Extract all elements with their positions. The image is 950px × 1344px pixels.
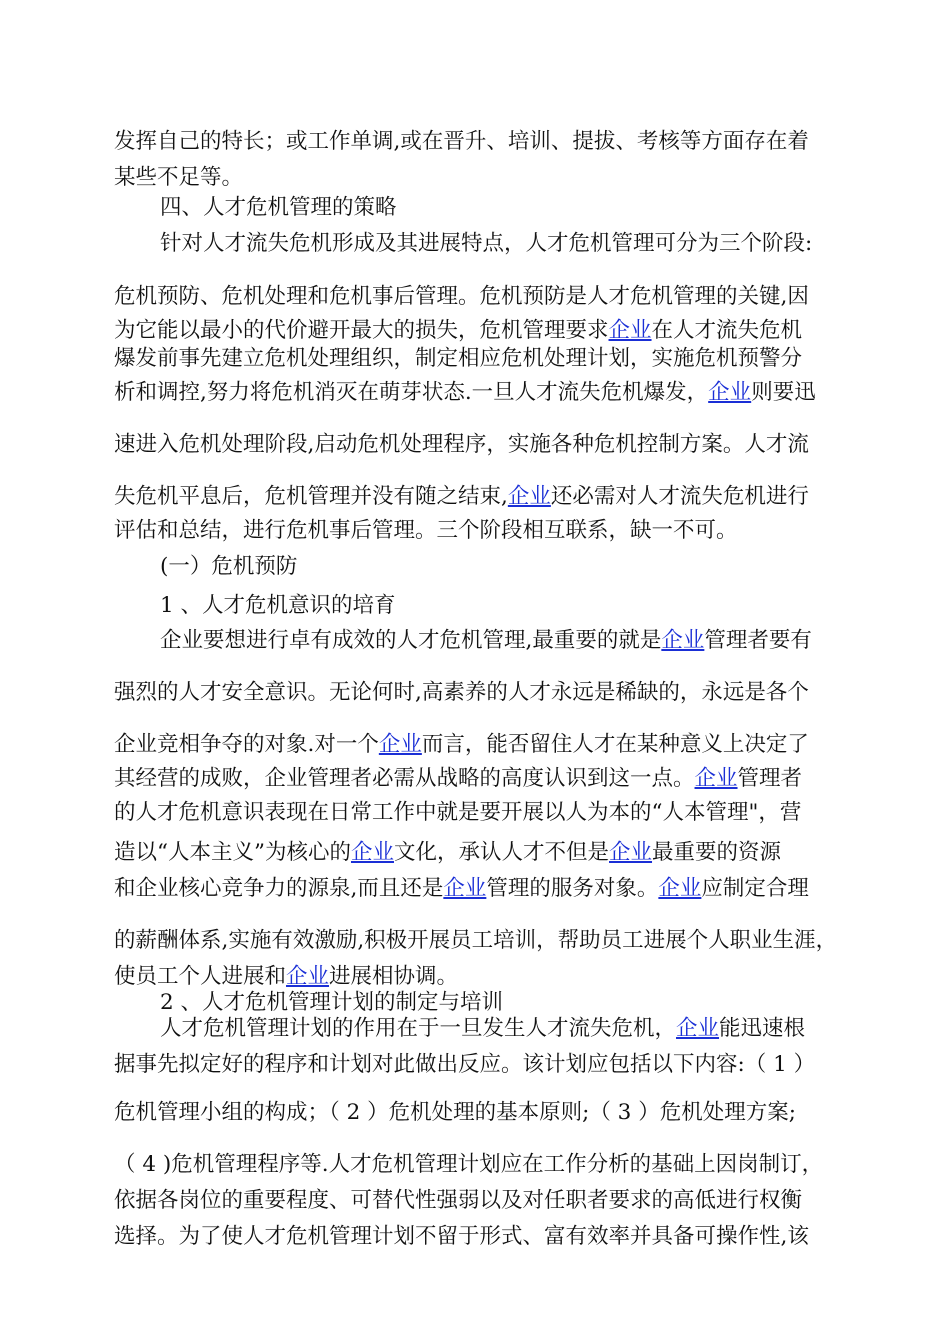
enterprise-link[interactable]: 企业 <box>676 1016 720 1041</box>
enterprise-link[interactable]: 企业 <box>507 484 551 509</box>
paragraph-line: 危机管理小组的构成；（ 2 ）危机处理的基本原则;（ 3 ）危机处理方案; <box>114 1100 796 1125</box>
paragraph-line <box>114 317 802 345</box>
paragraph-line <box>114 875 809 903</box>
paragraph-line <box>114 731 809 759</box>
text-run: 人才危机管理计划的作用在于一旦发生人才流失危机， <box>160 1016 677 1041</box>
paragraph-line <box>114 765 802 793</box>
paragraph-line: 危机预防、危机处理和危机事后管理。危机预防是人才危机管理的关键,因 <box>114 284 809 309</box>
text-run: 管理者要有 <box>704 628 812 653</box>
enterprise-link[interactable]: 企业 <box>658 876 702 901</box>
text-run: 则要迅 <box>751 380 816 405</box>
paragraph-line <box>114 839 781 867</box>
paragraph-line: 针对人才流失危机形成及其进展特点，人才危机管理可分为三个阶段: <box>160 231 813 256</box>
text-run: 还必需对人才流失危机进行 <box>550 484 809 509</box>
paragraph-line: 据事先拟定好的程序和计划对此做出反应。该计划应包括以下内容:（ 1 ） <box>114 1052 816 1077</box>
paragraph-line: 速进入危机处理阶段,启动危机处理程序，实施各种危机控制方案。人才流 <box>114 432 809 457</box>
paragraph-line: 爆发前事先建立危机处理组织，制定相应危机处理计划，实施危机预警分 <box>114 346 803 371</box>
text-run: 最重要的资源 <box>652 840 782 865</box>
enterprise-link[interactable]: 企业 <box>694 766 738 791</box>
text-run: 析和调控,努力将危机消灭在萌芽状态.一旦人才流失危机爆发， <box>114 380 709 405</box>
text-run: 而言，能否留住人才在某种意义上决定了 <box>421 732 809 757</box>
enterprise-link[interactable]: 企业 <box>286 964 330 989</box>
text-run: 管理的服务对象。 <box>486 876 659 901</box>
enterprise-link[interactable]: 企业 <box>350 840 394 865</box>
text-run: 管理者 <box>737 766 803 791</box>
subsection-heading: (一）危机预防 <box>160 554 298 579</box>
paragraph-line: 选择。为了使人才危机管理计划不留于形式、富有效率并具备可操作性,该 <box>114 1224 809 1249</box>
text-run: 文化，承认人才不但是 <box>394 840 610 865</box>
text-run: 在人才流失危机 <box>651 318 803 343</box>
section-heading: 四、人才危机管理的策略 <box>160 195 397 220</box>
text-run: 能迅速根 <box>719 1016 806 1041</box>
paragraph-line <box>160 627 812 655</box>
paragraph-line: 依据各岗位的重要程度、可替代性强弱以及对任职者要求的高低进行权衡 <box>114 1188 803 1213</box>
enterprise-link[interactable]: 企业 <box>609 840 653 865</box>
text-run: 企业要想进行卓有成效的人才危机管理,最重要的就是 <box>160 628 662 653</box>
text-run: 进展相协调。 <box>329 964 459 989</box>
text-run: 应制定合理 <box>701 876 809 901</box>
text-run: 为它能以最小的代价避开最大的损失，危机管理要求 <box>114 318 609 343</box>
paragraph-line: 的薪酬体系,实施有效激励,积极开展员工培训，帮助员工进展个人职业生涯， <box>114 928 838 953</box>
text-run: 企业竞相争夺的对象.对一个 <box>114 732 379 757</box>
paragraph-line: 某些不足等。 <box>114 165 244 190</box>
subsection-heading: 1 、人才危机意识的培育 <box>160 593 396 618</box>
text-run: 使员工个人进展和 <box>114 964 287 989</box>
paragraph-line: 评估和总结，进行危机事后管理。三个阶段相互联系，缺一不可。 <box>114 518 738 543</box>
enterprise-link[interactable]: 企业 <box>608 318 652 343</box>
paragraph-line <box>114 483 809 511</box>
paragraph-line <box>114 379 816 407</box>
enterprise-link[interactable]: 企业 <box>708 380 752 405</box>
paragraph-line <box>160 1015 805 1043</box>
paragraph-line: （ 4 )危机管理程序等.人才危机管理计划应在工作分析的基础上因岗制订， <box>114 1152 824 1177</box>
subsection-heading: 2 、人才危机管理计划的制定与培训 <box>160 990 504 1015</box>
enterprise-link[interactable]: 企业 <box>443 876 487 901</box>
text-run: 造以“人本主义”为核心的 <box>114 840 351 865</box>
text-run: 和企业核心竞争力的源泉,而且还是 <box>114 876 444 901</box>
paragraph-line: 的人才危机意识表现在日常工作中就是要开展以人为本的“人本管理"，营 <box>114 800 802 825</box>
paragraph-line: 发挥自己的特长；或工作单调,或在晋升、培训、提拔、考核等方面存在着 <box>114 129 809 154</box>
paragraph-line: 强烈的人才安全意识。无论何时,高素养的人才永远是稀缺的，永远是各个 <box>114 680 809 705</box>
enterprise-link[interactable]: 企业 <box>378 732 422 757</box>
enterprise-link[interactable]: 企业 <box>661 628 705 653</box>
text-run: 失危机平息后，危机管理并没有随之结束, <box>114 484 508 509</box>
text-run: 其经营的成败，企业管理者必需从战略的高度认识到这一点。 <box>114 766 695 791</box>
paragraph-line <box>114 963 458 991</box>
